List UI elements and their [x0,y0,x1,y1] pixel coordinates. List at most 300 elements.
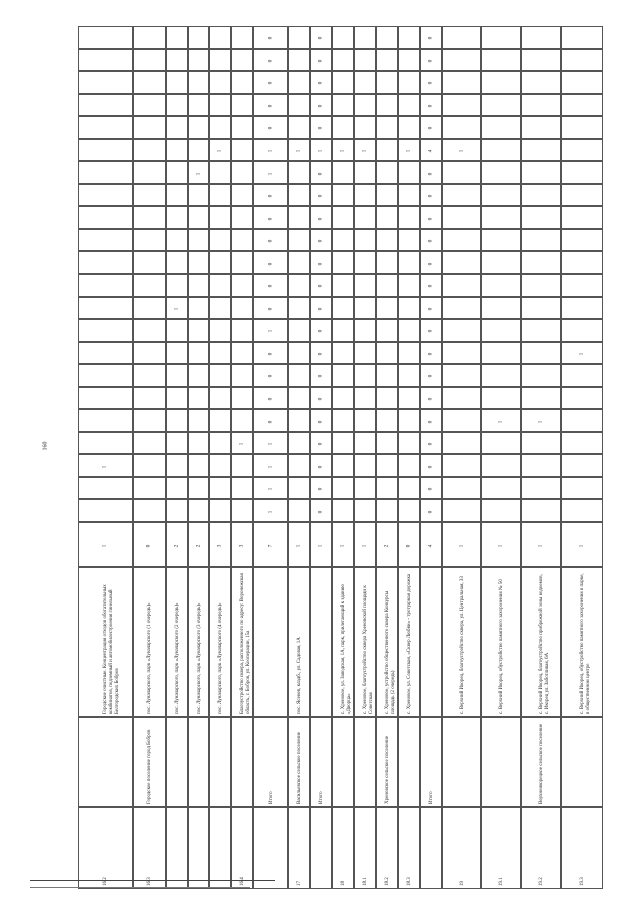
row-category [442,717,482,807]
row-cell [332,319,354,342]
row-cell [188,251,210,274]
row-cell [442,94,482,117]
row-cell-text: 0 [317,375,324,378]
row-cell [521,409,561,432]
row-cell [78,251,133,274]
row-cell [442,26,482,49]
row-cell [398,274,420,297]
row-cell-text: 0 [427,352,434,356]
row-cell [332,409,354,432]
row-cell [133,454,166,477]
row-cell [310,319,332,342]
row-cell [561,477,603,500]
row-cell [231,387,253,410]
row-cell [332,387,354,410]
row-object-text: с. Верхний Икорец, благоустройство прибрежной зоны водоемов, с. Икорец ул. Заботливая, 6А [539,574,551,714]
row-cell [253,184,288,207]
row-cell [442,206,482,229]
row-cell [332,26,354,49]
row-cell [398,454,420,477]
row-cell [376,477,398,500]
row-cell [521,251,561,274]
row-code-text: 17 [297,881,303,886]
row-cell [166,94,188,117]
row-cell [209,161,231,184]
row-cell [78,229,133,252]
row-cell [310,387,332,410]
row-cell [521,229,561,252]
row-cell [398,251,420,274]
row-cell-text: 0 [427,59,434,63]
row-cell [332,297,354,320]
row-cell [521,184,561,207]
row-code [288,807,310,889]
row-cell [310,49,332,72]
row-category-text: Городское поселение город Бобров [147,729,153,804]
row-cell [442,49,482,72]
row-count-text: 7 [267,544,274,547]
row-cell-text: 0 [317,127,324,130]
row-cell [188,116,210,139]
row-cell [481,319,521,342]
row-cell [481,297,521,320]
row-cell [231,477,253,500]
row-cell [398,432,420,455]
row-cell [332,229,354,252]
row-cell [253,94,288,117]
row-cell [288,342,310,365]
row-object [398,567,420,717]
row-object [561,567,603,717]
row-cell-text: 0 [267,104,274,108]
row-cell [310,229,332,252]
row-cell [133,409,166,432]
row-category [376,717,398,807]
row-cell [398,229,420,252]
row-cell [288,274,310,297]
row-cell-text: 0 [317,397,324,401]
row-cell [354,71,376,94]
row-cell [481,342,521,365]
row-cell [420,499,442,522]
row-count [354,522,376,567]
row-cell [209,364,231,387]
row-cell-text: 1 [339,149,346,153]
row-category [231,717,253,807]
row-cell-text: 0 [317,239,324,243]
row-cell [376,342,398,365]
row-cell [188,364,210,387]
row-cell [209,116,231,139]
row-cell [78,184,133,207]
row-cell-text: 1 [457,149,464,153]
row-cell [376,454,398,477]
row-count-text: 1 [317,544,324,547]
row-cell [398,319,420,342]
row-category-text: Хреновское сельское поселение [384,735,390,804]
row-cell [561,161,603,184]
row-cell [376,274,398,297]
row-cell-text: 1 [267,172,274,175]
row-code [398,807,420,889]
row-count [310,522,332,567]
row-cell-text: 0 [427,307,434,311]
row-object-text: с. Хреновое, устройство общественного сквера Конкурсы площадь (2 очередь) [384,590,396,714]
row-cell-text: 0 [427,420,434,423]
row-cell [231,206,253,229]
row-cell [354,26,376,49]
row-count-text: 1 [497,544,504,547]
row-cell-text: 1 [405,149,412,153]
row-object-text: пос. Луначарского, парк «Луначарского (1 очередь)» [147,602,153,714]
row-cell-text: 0 [267,81,274,85]
row-cell-text: 0 [427,487,434,491]
row-cell [188,274,210,297]
row-cell [166,499,188,522]
row-code [166,807,188,889]
row-cell [561,71,603,94]
row-cell [78,274,133,297]
row-code [354,807,376,889]
row-category [561,717,603,807]
row-cell-text: 0 [427,81,434,85]
row-count [376,522,398,567]
row-object [188,567,210,717]
row-cell [398,477,420,500]
row-cell [209,319,231,342]
row-cell [442,139,482,162]
row-cell [354,251,376,274]
row-cell [78,364,133,387]
row-cell [209,409,231,432]
row-code-text: 16.2 [103,877,109,886]
row-cell [209,206,231,229]
row-cell-text: 1 [238,442,245,446]
row-cell [231,499,253,522]
row-object [442,567,482,717]
row-cell-text: 1 [172,307,179,311]
row-category [420,717,442,807]
row-cell [231,297,253,320]
row-cell [354,342,376,365]
row-count [288,522,310,567]
row-category-text: Итого [428,791,434,804]
row-cell [420,229,442,252]
row-cell [231,161,253,184]
row-cell [521,26,561,49]
row-cell [521,274,561,297]
row-cell [310,364,332,387]
row-cell [481,454,521,477]
row-count-text: 2 [383,544,390,547]
row-cell [332,139,354,162]
row-cell-text: 0 [427,465,434,468]
row-cell [442,477,482,500]
row-cell-text: 0 [267,194,274,198]
row-cell [231,274,253,297]
row-cell-text: 0 [267,307,274,311]
row-category [332,717,354,807]
row-cell [310,432,332,455]
row-code [231,807,253,889]
row-cell [288,161,310,184]
row-object [332,567,354,717]
row-cell [420,319,442,342]
row-category [354,717,376,807]
row-cell [288,229,310,252]
row-category [398,717,420,807]
data-table [78,26,603,889]
row-cell [78,297,133,320]
row-cell [188,94,210,117]
row-cell [481,274,521,297]
row-cell [209,499,231,522]
row-cell [521,454,561,477]
row-cell [521,364,561,387]
row-cell [481,161,521,184]
row-cell-text: 1 [361,149,368,153]
row-cell [209,71,231,94]
row-cell [288,364,310,387]
row-cell [288,139,310,162]
row-count [231,522,253,567]
row-cell [481,387,521,410]
row-cell [442,319,482,342]
row-cell [561,206,603,229]
row-code [332,807,354,889]
row-cell [288,71,310,94]
row-cell [78,116,133,139]
row-cell-text: 0 [317,284,324,288]
row-cell [78,477,133,500]
row-cell [420,297,442,320]
row-cell-text: 0 [317,487,324,491]
row-cell [253,409,288,432]
row-count [481,522,521,567]
row-cell [253,297,288,320]
row-code-text: 16.3 [147,877,153,886]
row-object [481,567,521,717]
row-cell [442,229,482,252]
row-cell-text: 0 [267,262,274,266]
row-cell [420,342,442,365]
row-cell [288,432,310,455]
row-cell [376,116,398,139]
row-cell [288,409,310,432]
row-code [188,807,210,889]
row-cell [376,94,398,117]
row-cell-text: 1 [537,420,544,423]
row-category [133,717,166,807]
row-cell [188,161,210,184]
row-cell [398,116,420,139]
row-cell [398,94,420,117]
row-cell [310,274,332,297]
row-cell-text: 1 [216,149,223,153]
row-object [288,567,310,717]
row-cell [310,26,332,49]
row-cell [420,71,442,94]
row-cell [354,229,376,252]
row-cell [398,139,420,162]
row-cell [253,477,288,500]
row-cell [310,139,332,162]
row-cell [231,94,253,117]
row-cell [133,499,166,522]
row-code [376,807,398,889]
row-cell [332,184,354,207]
row-cell [288,94,310,117]
row-cell [188,432,210,455]
row-cell [398,499,420,522]
row-cell [481,71,521,94]
row-category-text: Васильевское сельское поселение [297,732,303,804]
row-cell [354,116,376,139]
row-cell [442,499,482,522]
row-cell-text: 0 [317,442,324,446]
row-cell [288,26,310,49]
row-count [442,522,482,567]
row-cell [420,184,442,207]
row-cell [231,139,253,162]
row-cell [253,319,288,342]
row-cell [253,432,288,455]
row-code [481,807,521,889]
row-cell-text: 1 [267,442,274,446]
row-cell [481,364,521,387]
row-cell [288,116,310,139]
row-cell [398,206,420,229]
row-cell [288,477,310,500]
row-cell [209,274,231,297]
row-count-text: 1 [457,544,464,547]
row-object [231,567,253,717]
row-count-text: 3 [238,544,245,547]
row-cell-text: 0 [317,420,324,423]
row-count [420,522,442,567]
row-cell [188,49,210,72]
row-code-text: 19 [459,881,465,886]
row-cell [188,297,210,320]
row-cell [133,274,166,297]
row-cell [78,409,133,432]
row-category [253,717,288,807]
row-cell [420,26,442,49]
row-cell-text: 0 [427,217,434,220]
row-category [310,717,332,807]
row-cell-text: 0 [317,352,324,356]
row-cell [481,432,521,455]
row-cell [133,139,166,162]
row-cell [332,274,354,297]
row-cell [420,432,442,455]
row-cell [398,297,420,320]
row-cell [188,477,210,500]
row-cell-text: 0 [317,172,324,175]
row-cell [398,364,420,387]
row-cell [231,454,253,477]
row-cell-text: 1 [267,510,274,514]
row-cell-text: 0 [267,284,274,288]
row-cell [288,319,310,342]
row-cell [310,94,332,117]
row-cell-text: 1 [317,149,324,153]
row-cell [561,499,603,522]
row-count [78,522,133,567]
row-cell [288,297,310,320]
row-cell [166,409,188,432]
row-cell [354,364,376,387]
row-cell-text: 0 [427,510,434,514]
row-cell [231,71,253,94]
row-cell [78,26,133,49]
row-cell [231,116,253,139]
row-object [78,567,133,717]
row-cell [310,206,332,229]
row-cell [561,409,603,432]
row-cell [78,432,133,455]
row-object [166,567,188,717]
row-cell [561,364,603,387]
row-cell [442,409,482,432]
row-object [521,567,561,717]
row-cell [288,184,310,207]
row-code [561,807,603,889]
row-cell [521,432,561,455]
row-cell [310,251,332,274]
row-cell [376,71,398,94]
row-cell [188,26,210,49]
row-cell [354,94,376,117]
row-object-text: с. Хреновое, ул. Заводская, 1А, парк, прилегающий к зданию «Дворца» [340,583,352,714]
row-cell [398,161,420,184]
row-cell [420,116,442,139]
row-cell [376,251,398,274]
row-object [133,567,166,717]
row-cell [133,206,166,229]
row-cell [231,364,253,387]
row-cell [166,364,188,387]
row-cell [561,432,603,455]
row-cell [133,477,166,500]
row-cell-text: 0 [267,59,274,63]
row-cell [420,251,442,274]
row-code [133,807,166,889]
row-cell [231,229,253,252]
row-cell [188,342,210,365]
row-cell [133,161,166,184]
row-object-text: с. Верхний Икорец, благоустройство сквера, ул. Центральная, 33 [459,576,465,714]
row-cell-text: 0 [427,239,434,243]
row-cell [354,499,376,522]
row-code [310,807,332,889]
row-object [310,567,332,717]
row-cell-text: 4 [427,149,434,153]
row-cell [561,94,603,117]
row-cell [133,297,166,320]
row-cell-text: 0 [317,307,324,311]
row-cell [209,454,231,477]
row-cell [420,139,442,162]
row-cell [376,297,398,320]
row-cell [253,26,288,49]
row-cell [521,71,561,94]
row-cell [481,49,521,72]
row-cell [561,297,603,320]
row-cell [231,409,253,432]
row-cell [78,387,133,410]
row-category [166,717,188,807]
